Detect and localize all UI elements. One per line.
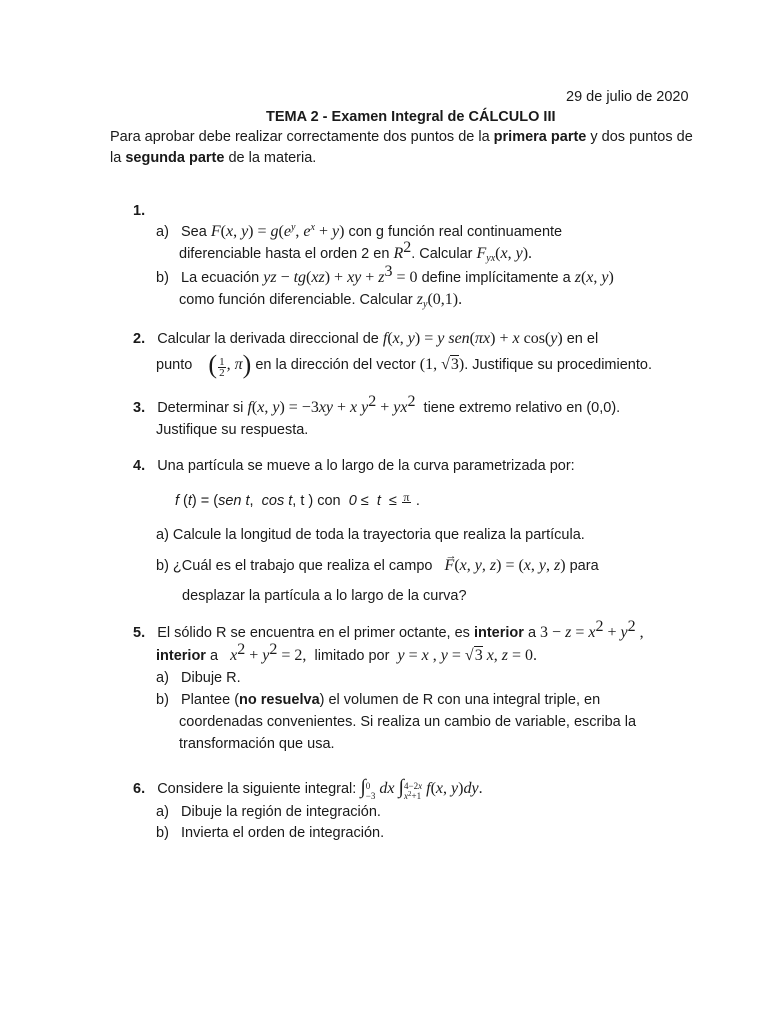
problem-2-line-2: punto ( $\frac{1}{2}$ , π) en la dirección del vector (1, √3). Justifique su procedimiento. [156,350,652,379]
problem-5-line-2: interior a $x^2 + y^2 = 2$, limitado por y = x , y = √3 x, z = 0. [156,641,538,664]
problem-5-line-1: 5. El sólido R se encuentra en el primer octante, es interior a $3 - z = x^2 + y^2$ , [133,618,644,641]
problem-5b-line-1: b) Plantee (no resuelva) el volumen de R con una integral triple, en [156,692,601,708]
problem-4b-line-1: b) ¿Cuál es el trabajo que realiza el campo → F(x, y, z) = (x, y, z) para [156,556,599,576]
problem-6-line-1: 6. Considere la siguiente integral: ∫ 0 −3 dx ∫ 4−2x $x^2+1$ f(x, y)dy. [133,776,483,801]
problem-5b-line-2: coordenadas convenientes. Si realiza un cambio de variable, escriba la [179,714,637,730]
exam-date: 29 de julio de 2020 [566,89,689,105]
problem-1a-line-1: a) Sea F(x, $y) = g(e^y$, $e^x + y$) con g función real continuamente [156,222,563,240]
problem-3-line-2: Justifique su respuesta. [156,422,309,438]
problem-5a: a) Dibuje R. [156,670,241,686]
intro-line-1: Para aprobar debe realizar correctamente dos puntos de la primera parte y dos puntos de [110,129,693,145]
intro-line-2: la segunda parte de la materia. [110,150,317,166]
problem-4-param: f (t) = (sen t, cos t, t ) con 0 ≤ t ≤ π . [175,491,420,513]
problem-6a: a) Dibuje la región de integración. [156,804,381,820]
problem-1-number: 1. [133,203,146,219]
problem-2-line-1: 2. Calcular la derivada direccional de f(x, y) = y sen(πx) + x cos(y) en el [133,330,599,347]
problem-6b: b) Invierta el orden de integración. [156,825,385,841]
problem-1b-line-1: b) La ecuación yz − tg(xz) + xy + $z^3 = 0$ define implícitamente a z(x, y) [156,263,614,286]
problem-4a: a) Calcule la longitud de toda la trayectoria que realiza la partícula. [156,527,585,543]
exam-title: TEMA 2 - Examen Integral de CÁLCULO III [266,109,556,125]
problem-3-line-1: 3. Determinar si f(x, y) = −3xy + x $y^2 + yx^2$ tiene extremo relativo en (0,0). [133,393,621,416]
problem-1a-line-2: diferenciable hasta el orden 2 en $R^2$. Calcular $F_{yx}(x$, y). [179,239,533,264]
problem-1b-line-2: como función diferenciable. Calcular $z_y(0,1)$. [179,291,463,310]
problem-5b-line-3: transformación que usa. [179,736,335,752]
problem-4-line-1: 4. Una partícula se mueve a lo largo de la curva parametrizada por: [133,458,575,474]
problem-4b-line-2: desplazar la partícula a lo largo de la curva? [182,588,467,604]
